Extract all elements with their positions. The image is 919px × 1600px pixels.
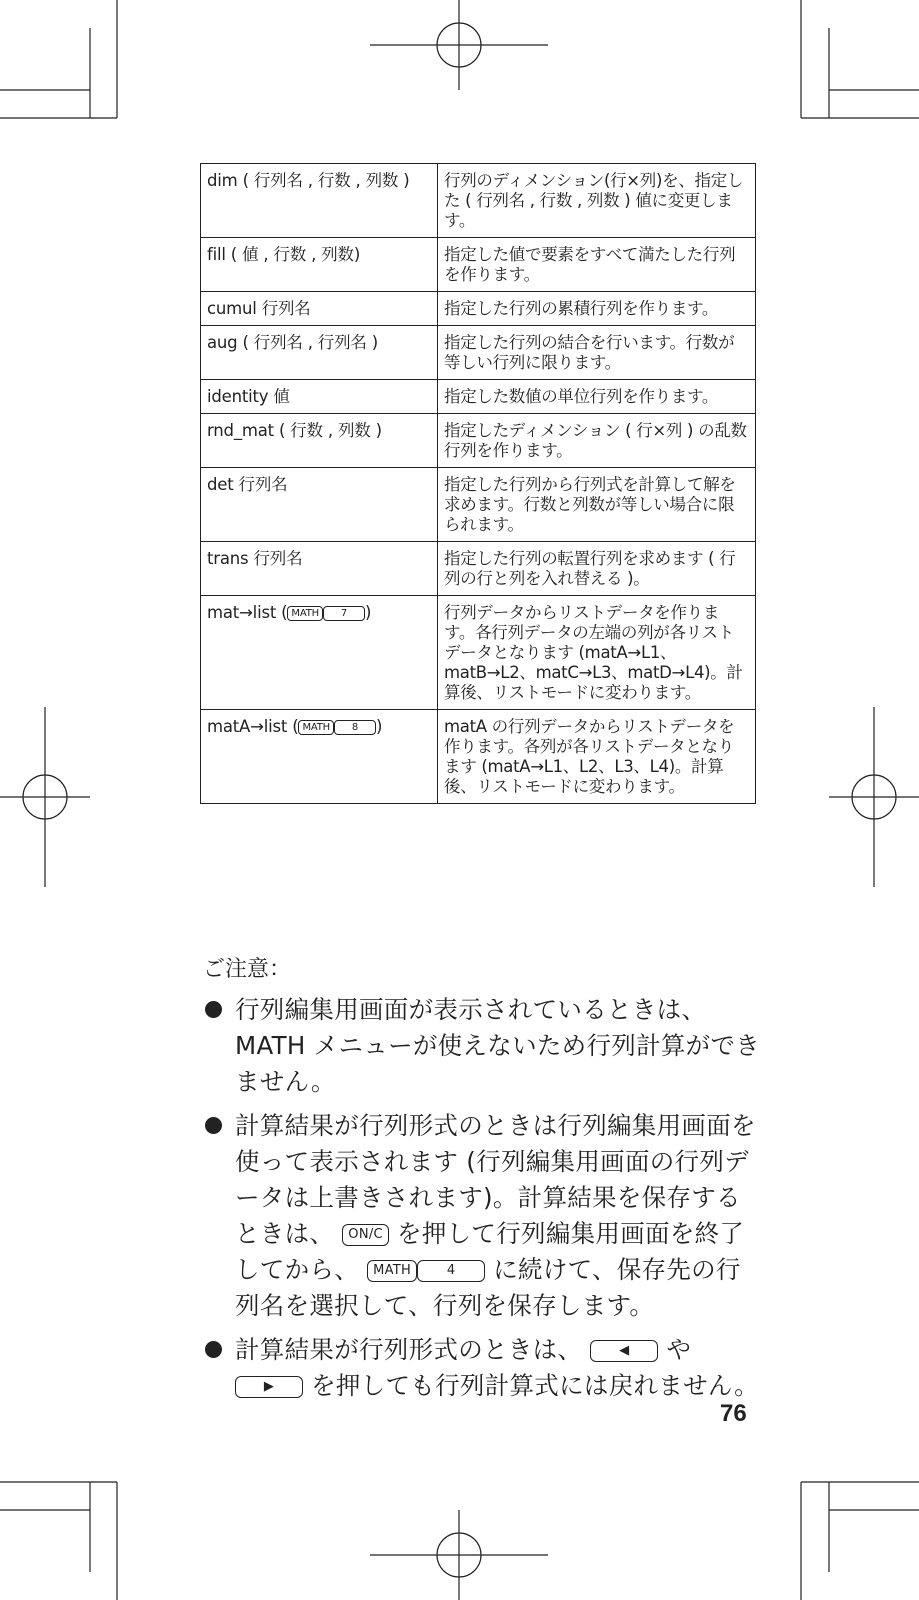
command-cell: det 行列名 <box>201 468 438 542</box>
table-row <box>201 238 756 292</box>
table-row <box>201 380 756 414</box>
table-row <box>201 596 756 710</box>
math-key: MATH <box>287 606 323 621</box>
note-text: を押しても行列計算式には戻れません。 <box>311 1371 759 1400</box>
description-cell: 指定した数値の単位行列を作ります。 <box>438 380 756 414</box>
bullet-icon <box>205 1001 222 1018</box>
command-cell <box>201 710 438 804</box>
description-cell: 指定した行列の累積行列を作ります。 <box>438 292 756 326</box>
command-cell: fill ( 値 , 行数 , 列数) <box>201 238 438 292</box>
right-arrow-key-icon: ▶ <box>235 1376 303 1398</box>
math-key: MATH <box>298 720 334 735</box>
math-key: MATH <box>367 1260 417 1282</box>
list-item <box>205 992 765 1100</box>
command-cell: rnd_mat ( 行数 , 列数 ) <box>201 414 438 468</box>
table-row <box>201 326 756 380</box>
command-text: ) <box>364 603 372 622</box>
note-text: を押して行列編集用画面を終了してから、 <box>235 1219 745 1284</box>
description-cell: 指定した行列の結合を行います。行数が等しい行列に限ります。 <box>438 326 756 380</box>
table-row <box>201 542 756 596</box>
bullet-icon <box>205 1341 222 1358</box>
note-text: や <box>666 1335 692 1364</box>
table-row <box>201 468 756 542</box>
command-text: ) <box>376 717 383 736</box>
command-cell: identity 値 <box>201 380 438 414</box>
command-cell: trans 行列名 <box>201 542 438 596</box>
note-text: に続けて、保存先の行列名を選択して、行列を保存します。 <box>235 1255 741 1320</box>
list-item <box>205 1108 765 1324</box>
description-cell: 指定した行列から行列式を計算して解を求めます。行数と列数が等しい場合に限られます。 <box>438 468 756 542</box>
table-row <box>201 164 756 238</box>
command-text: matA→list ( <box>207 717 299 736</box>
note-text: 行列編集用画面が表示されているときは、MATH メニューが使えないため行列計算ができません。 <box>235 995 761 1096</box>
description-cell: 指定した値で要素をすべて満たした行列を作ります。 <box>438 238 756 292</box>
eight-key: 8 <box>334 720 376 735</box>
bullet-icon <box>205 1117 222 1134</box>
description-cell: matA の行列データからリストデータを作ります。各列が各リストデータとなります (matA→L1、L2、L3、L4)。計算後、リストモードに変わります。 <box>438 710 756 804</box>
list-item <box>205 1332 765 1404</box>
table-row <box>201 710 756 804</box>
note-text: 計算結果が行列形式のときは行列編集用画面を使って表示されます (行列編集用画面の行列データは上書きされます)。計算結果を保存するときは、 <box>235 1111 756 1248</box>
description-cell: 指定したディメンション ( 行×列 ) の乱数行列を作ります。 <box>438 414 756 468</box>
description-cell: 行列のディメンション(行×列)を、指定した ( 行列名 , 行数 , 列数 ) 値に変更します。 <box>438 164 756 238</box>
table-row <box>201 414 756 468</box>
description-cell: 指定した行列の転置行列を求めます ( 行列の行と列を入れ替える )。 <box>438 542 756 596</box>
left-arrow-key-icon: ◀ <box>590 1340 658 1362</box>
description-cell: 行列データからリストデータを作ります。各行列データの左端の列が各リストデータとなります (matA→L1、matB→L2、matC→L3、matD→L4)。計算後、リストモードに変わります。 <box>438 596 756 710</box>
note-text: 計算結果が行列形式のときは、 <box>235 1335 583 1364</box>
command-cell: cumul 行列名 <box>201 292 438 326</box>
notes-list <box>205 992 765 1412</box>
on-c-key: ON/C <box>342 1224 389 1246</box>
four-key: 4 <box>417 1260 485 1282</box>
seven-key: 7 <box>323 606 365 621</box>
page-number: 76 <box>720 1400 747 1427</box>
command-cell <box>201 596 438 710</box>
command-cell: aug ( 行列名 , 行列名 ) <box>201 326 438 380</box>
command-text: mat→list ( <box>207 603 288 622</box>
table-row <box>201 292 756 326</box>
command-cell: dim ( 行列名 , 行数 , 列数 ) <box>201 164 438 238</box>
matrix-function-table <box>200 163 756 804</box>
notes-title: ご注意： <box>203 957 292 982</box>
